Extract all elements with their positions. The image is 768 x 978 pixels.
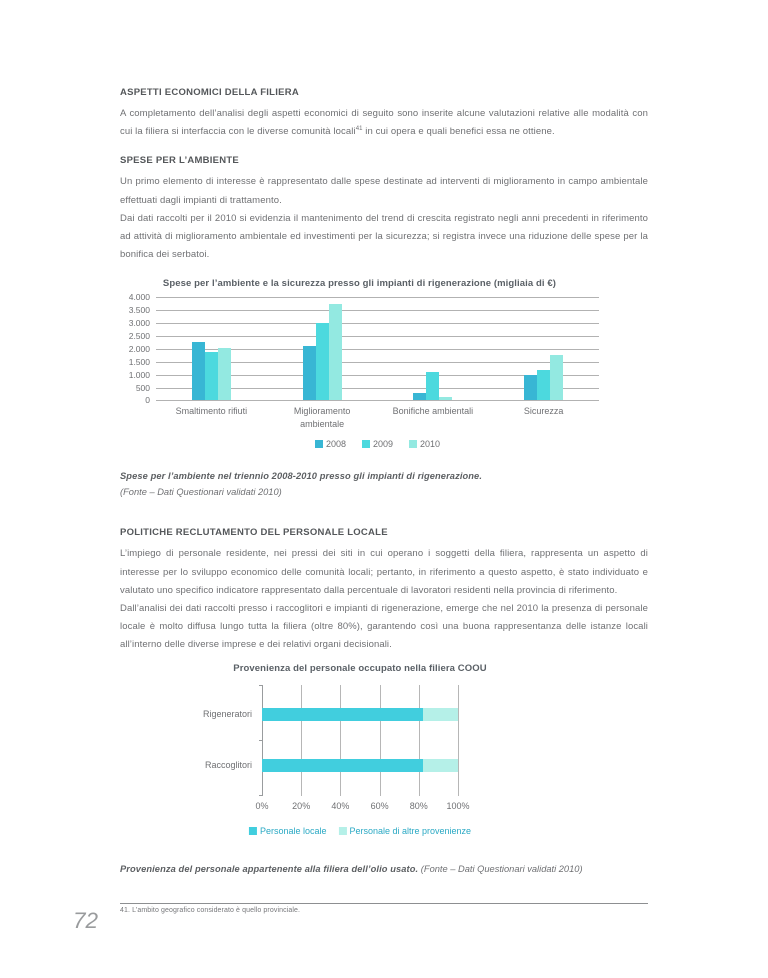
category-label: Raccoglitori bbox=[204, 760, 252, 771]
legend-swatch-icon bbox=[362, 440, 370, 448]
bar-2010 bbox=[550, 355, 563, 400]
caption-source: (Fonte – Dati Questionari validati 2010) bbox=[420, 863, 583, 874]
legend-label: 2008 bbox=[325, 439, 346, 450]
bar-segment bbox=[262, 759, 423, 772]
section-heading-aspetti-economici: ASPETTI ECONOMICI DELLA FILIERA bbox=[120, 87, 299, 98]
page-content bbox=[120, 0, 648, 914]
bar-2008 bbox=[413, 393, 426, 401]
spese-ambiente-chart bbox=[120, 278, 648, 449]
stacked-bar-Rigeneratori bbox=[262, 708, 458, 721]
x-axis-tick-label: 80% bbox=[409, 800, 428, 811]
chart-title: Spese per l’ambiente e la sicurezza presso gli impianti di rigenerazione (migliaia di €) bbox=[162, 278, 557, 290]
bar-2010 bbox=[329, 304, 342, 401]
legend-label: Personale locale bbox=[259, 825, 327, 836]
y-axis-tick-label: 3.500 bbox=[128, 305, 150, 316]
footnote-divider bbox=[120, 903, 648, 904]
y-axis-tick-label: 0 bbox=[145, 395, 150, 406]
y-axis-tick-label: 2.500 bbox=[128, 331, 150, 342]
x-axis-tick-label: 40% bbox=[331, 800, 350, 811]
bar-2010 bbox=[439, 397, 452, 401]
bar-2009 bbox=[426, 372, 439, 400]
legend-label: 2010 bbox=[420, 439, 441, 450]
category-label-text: Miglioramento ambientale bbox=[293, 406, 351, 430]
bars-layer bbox=[156, 297, 599, 400]
legend-item bbox=[249, 826, 327, 836]
paragraph-spese-1: Un primo elemento di interesse è rappresentato dalle spese destinate ad interventi di miglioramento in campo ambientale effettuati dagli impianti di trattamento. bbox=[120, 176, 648, 206]
y-axis-category-labels bbox=[120, 685, 262, 796]
legend-item bbox=[338, 826, 471, 836]
category-label bbox=[488, 405, 599, 431]
y-axis-tick-label: 2.000 bbox=[128, 343, 150, 354]
bar-2009 bbox=[537, 370, 550, 401]
bar-group bbox=[267, 297, 378, 400]
bar-group bbox=[156, 297, 267, 400]
category-label-text: Sicurezza bbox=[523, 406, 564, 417]
provenienza-personale-chart bbox=[120, 663, 648, 838]
y-axis-tick-label: 500 bbox=[135, 382, 150, 393]
legend-swatch-icon bbox=[249, 827, 257, 835]
gridline bbox=[380, 685, 381, 796]
x-axis-category-labels bbox=[156, 405, 599, 431]
caption-title: Spese per l’ambiente nel triennio 2008-2010 presso gli impianti di rigenerazione. bbox=[120, 471, 483, 482]
stacked-bar-Raccoglitori bbox=[262, 759, 458, 772]
bar-2008 bbox=[524, 375, 537, 401]
x-axis-tick-labels bbox=[255, 800, 470, 813]
bar-2008 bbox=[192, 342, 205, 400]
bar-2009 bbox=[205, 352, 218, 401]
bar-2008 bbox=[303, 346, 316, 400]
footnote-text: 41. L’ambito geografico considerato è quello provinciale. bbox=[120, 907, 301, 915]
category-label bbox=[267, 405, 378, 431]
gridline bbox=[458, 685, 459, 796]
paragraph-text: in cui opera e quali benefici essa ne ottiene. bbox=[362, 126, 555, 138]
chart-legend bbox=[249, 826, 471, 836]
paragraph-aspetti-economici bbox=[120, 105, 648, 141]
y-axis-tick-label: 1.500 bbox=[128, 356, 150, 367]
axis-tick bbox=[259, 740, 262, 741]
bar-segment bbox=[423, 759, 458, 772]
footnote-reference: 41 bbox=[355, 126, 363, 133]
page-number: 72 bbox=[73, 908, 99, 933]
bar-group bbox=[488, 297, 599, 400]
category-label bbox=[378, 405, 489, 431]
legend-label: 2009 bbox=[372, 439, 394, 450]
paragraph-politiche-1: L’impiego di personale residente, nei pressi dei siti in cui operano i soggetti della filiera, rappresenta un aspetto di interesse per lo sviluppo economico delle comunità locali; pertanto, in riferimento a questo aspetto, è stato individuato e valutato uno specifico indicatore rappresentato dalla percentuale di lavoratori residenti nella provincia di riferimento. bbox=[120, 548, 648, 596]
legend-swatch-icon bbox=[338, 827, 346, 835]
gridline bbox=[156, 400, 599, 401]
x-axis-tick-label: 60% bbox=[370, 800, 389, 811]
category-label-text: Smaltimento rifiuti bbox=[175, 406, 248, 417]
legend-swatch-icon bbox=[315, 440, 323, 448]
section-heading-politiche: POLITICHE RECLUTAMENTO DEL PERSONALE LOCALE bbox=[120, 527, 388, 539]
category-label bbox=[156, 405, 267, 431]
category-label-text: Bonifiche ambientali bbox=[392, 406, 474, 417]
legend-item-2009 bbox=[362, 439, 393, 449]
chart2-caption bbox=[120, 862, 648, 878]
paragraph-spese-2: Dai dati raccolti per il 2010 si evidenzia il mantenimento del trend di crescita registrato negli anni precedenti in riferimento ad attività di miglioramento ambientale ed investimenti per la sicurezza; si registra invece una riduzione delle spese per la bonifica dei serbatoi. bbox=[120, 212, 648, 261]
legend-item-2008 bbox=[315, 439, 346, 449]
y-axis-tick-label: 1.000 bbox=[128, 369, 150, 380]
chart1-caption bbox=[120, 469, 648, 500]
bar-2010 bbox=[218, 348, 231, 401]
chart-legend bbox=[156, 439, 599, 449]
paragraph-text: A completamento dell’analisi degli aspetti economici di seguito sono inserite alcune valutazioni relative alle modalità con cui la filiera si interfaccia con le diverse comunità locali bbox=[120, 108, 648, 138]
y-axis-labels bbox=[120, 292, 156, 406]
y-axis-tick-label: 4.000 bbox=[128, 292, 150, 303]
legend-item-2010 bbox=[409, 439, 440, 449]
caption-title: Provenienza del personale appartenente alla filiera dell’olio usato. bbox=[120, 863, 419, 874]
chart-plot-area bbox=[262, 685, 458, 796]
bar-segment bbox=[423, 708, 458, 721]
bar-segment bbox=[262, 708, 423, 721]
axis-tick bbox=[259, 795, 262, 796]
bar-2009 bbox=[316, 323, 329, 400]
chart-title: Provenienza del personale occupato nella filiera COOU bbox=[233, 662, 487, 674]
x-axis-tick-label: 100% bbox=[446, 800, 470, 811]
axis-tick bbox=[259, 685, 262, 686]
gridline bbox=[340, 685, 341, 796]
category-label: Rigeneratori bbox=[202, 709, 252, 720]
gridline bbox=[419, 685, 420, 796]
bar-group bbox=[378, 297, 489, 400]
x-axis-tick-label: 0% bbox=[255, 800, 269, 811]
gridline bbox=[301, 685, 302, 796]
legend-swatch-icon bbox=[409, 440, 417, 448]
y-axis-tick-label: 3.000 bbox=[128, 318, 150, 329]
legend-label: Personale di altre provenienze bbox=[349, 825, 472, 836]
y-axis-line bbox=[262, 685, 263, 796]
paragraph-politiche-2: Dall’analisi dei dati raccolti presso i raccoglitori e impianti di rigenerazione, emerge che nel 2010 la presenza di personale locale è molto diffusa lungo tutta la filiera (oltre 80%), garantendo così una buona rappresentanza delle istanze locali all’interno delle diverse imprese e dei relativi organi decisionali. bbox=[120, 603, 648, 651]
section-heading-spese-ambiente: SPESE PER L’AMBIENTE bbox=[120, 155, 240, 167]
chart-plot-area bbox=[156, 297, 599, 400]
x-axis-tick-label: 20% bbox=[292, 800, 311, 811]
caption-source: (Fonte – Dati Questionari validati 2010) bbox=[120, 486, 282, 497]
